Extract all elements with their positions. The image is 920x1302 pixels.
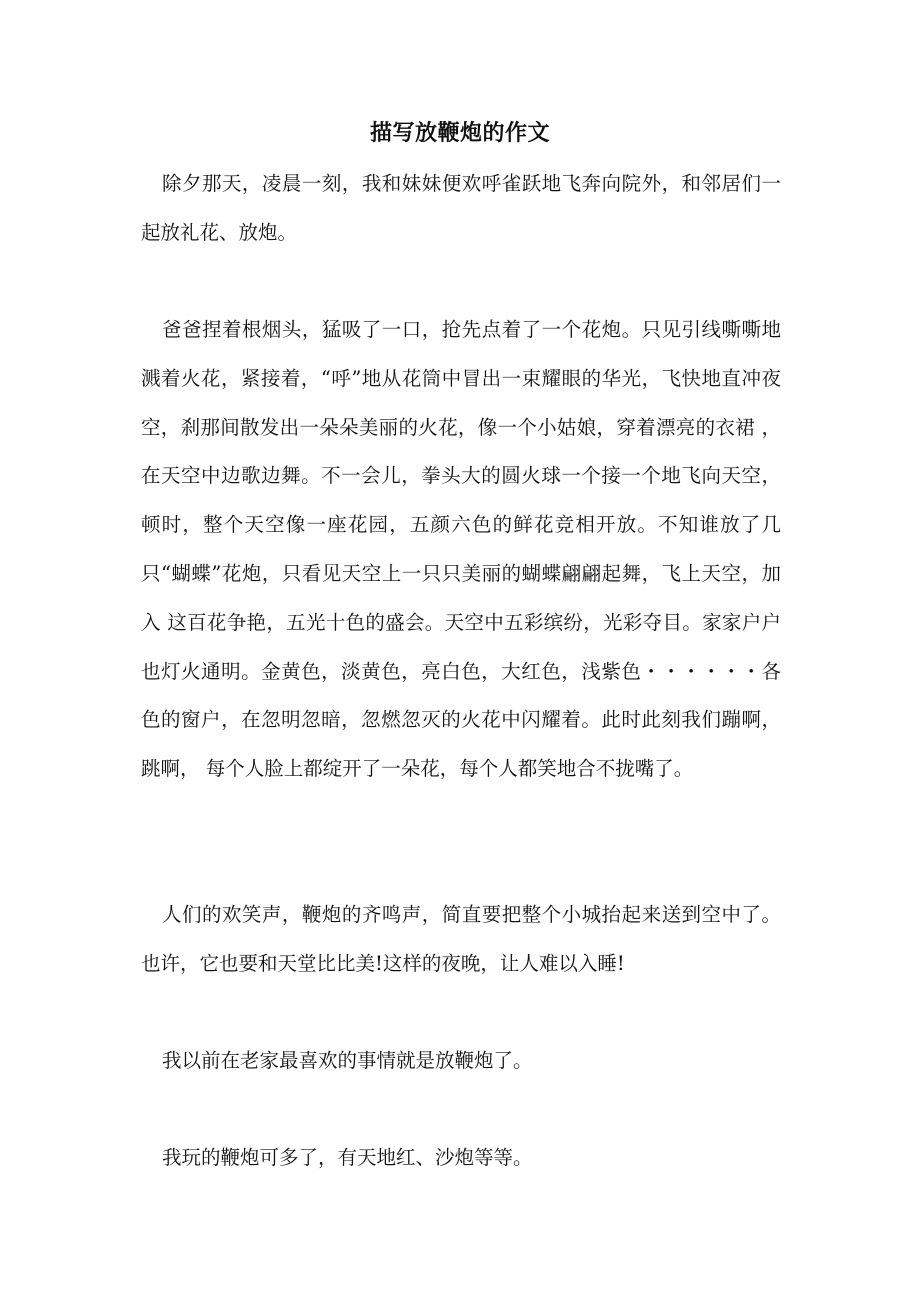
paragraph: 我玩的鞭炮可多了，有天地红、沙炮等等。 xyxy=(162,1146,533,1169)
paragraph: 爸爸捏着根烟头，猛吸了一口，抢先点着了一个花炮。只见引线嘶嘶地溅着火花，紧接着，“呼”地从花筒中冒出一束耀眼的华光，飞快地直冲夜空，刹那间散发出一朵朵美丽的火花，像一个小姑娘，穿着漂亮的衣裙 ，在天空中边歌边舞。不一会儿，拳头大的圆火球一个接一个地飞向天空，顿时，整个天空像一座花园，五颜六色的鲜花竞相开放。不知谁放了几只“蝴蝶”花炮，只看见天空上一只只美丽的蝴蝶翩翩起舞，飞上天空，加入 这百花争艳，五光十色的盛会。天空中五彩缤纷，光彩夺目。家家户户也灯火通明。金黄色，淡黄色，亮白色，大红色，浅紫色・・・・・・各色的窗户，在忽明忽暗，忽燃忽灭的火花中闪耀着。此时此刻我们蹦啊，跳啊， 每个人脸上都绽开了一朵花，每个人都笑地合不拢嘴了。 xyxy=(141,318,781,781)
paragraph: 我以前在老家最喜欢的事情就是放鞭炮了。 xyxy=(162,1049,533,1072)
paragraph: 除夕那天，凌晨一刻，我和妹妹便欢呼雀跃地飞奔向院外，和邻居们一起放礼花、放炮。 xyxy=(141,172,781,244)
paragraph: 人们的欢笑声，鞭炮的齐鸣声，简直要把整个小城抬起来送到空中了。也许，它也要和天堂比比美!这样的夜晚，让人难以入睡! xyxy=(141,903,781,975)
document-title: 描写放鞭炮的作文 xyxy=(369,120,550,146)
